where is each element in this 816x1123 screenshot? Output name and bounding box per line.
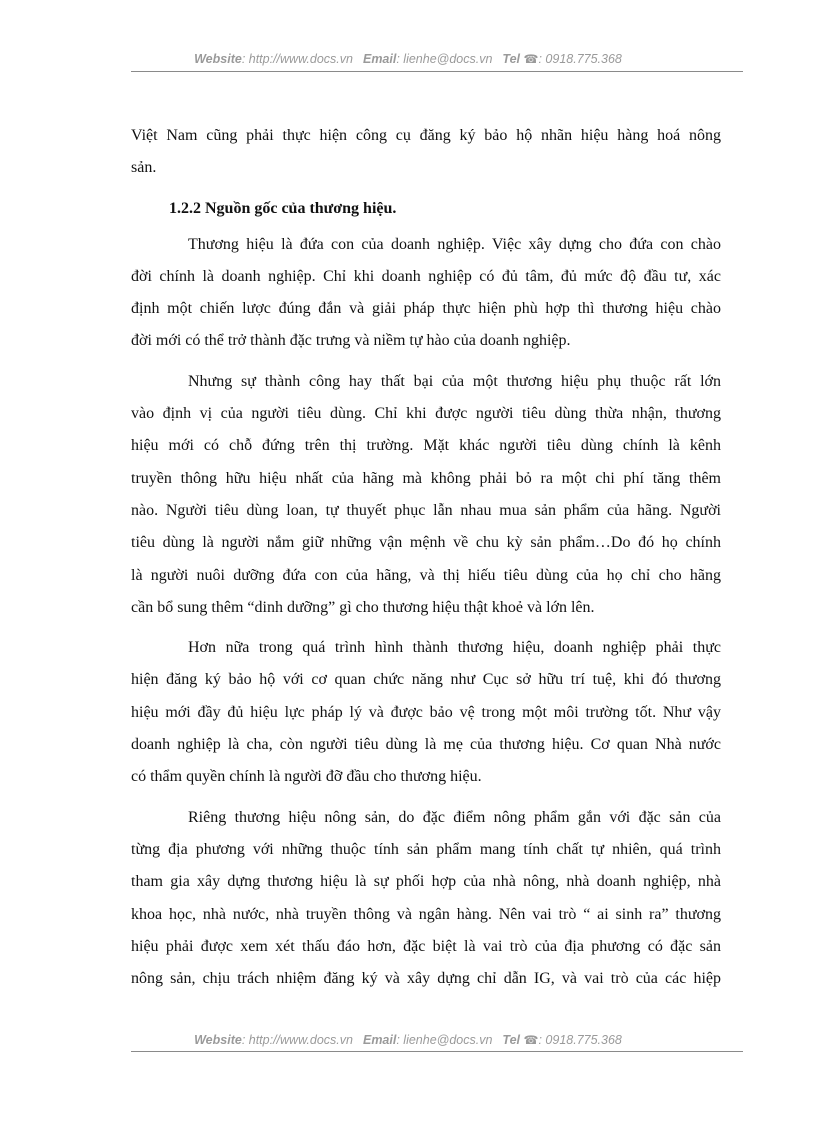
text-line: vào định vị của người tiêu dùng. Chỉ khi được người tiêu dùng thừa nhận, thương [131,405,721,423]
text-line: Riêng thương hiệu nông sản, do đặc điểm nông phẩm gắn với đặc sản của [188,808,721,826]
text-line: nào. Người tiêu dùng loan, tự thuyết phục lẫn nhau mua sản phẩm của hãng. Người [131,501,721,519]
text-line: tham gia xây dựng thương hiệu là sự phối hợp của nhà nông, nhà doanh nghiệp, nhà [131,873,721,891]
text-line: tiêu dùng là người nắm giữ những vận mệnh về chu kỳ sản phẩm…Do đó họ chính [131,534,721,552]
text-line: hiện đăng ký bảo hộ với cơ quan chức năng như Cục sở hữu trí tuệ, khi đó thương [131,671,721,689]
page-header [0,52,816,66]
paragraph [131,802,721,996]
header-email-label: Email [362,52,397,66]
header-tel-value: : 0918.775.368 [538,52,622,66]
text-line: đời mới có thể trở thành đặc trưng và niềm tự hào của doanh nghiệp. [131,332,571,350]
footer-email-value[interactable]: : lienhe@docs.vn [396,1033,493,1047]
continuation-paragraph [131,120,721,185]
footer-email-label: Email [362,1033,397,1047]
text-line: doanh nghiệp là cha, còn người tiêu dùng là mẹ của thương hiệu. Cơ quan Nhà nước [131,736,721,754]
text-line: hiệu phải được xem xét thấu đáo hơn, đặc biệt là vai trò của địa phương có đặc sản [131,937,721,955]
text-line: cần bổ sung thêm “dinh dưỡng” gì cho thương hiệu thật khoẻ và lớn lên. [131,598,595,616]
section-heading: 1.2.2 Nguồn gốc của thương hiệu. [169,199,397,217]
text-line: truyền thông hữu hiệu nhất của hãng mà không phải bỏ ra một chi phí tăng thêm [131,469,721,487]
header-divider [131,71,743,72]
paragraph [131,366,721,624]
text-line: Thương hiệu là đứa con của doanh nghiệp. Việc xây dựng cho đứa con chào [188,235,721,253]
text-line: đời chính là doanh nghiệp. Chỉ khi doanh nghiệp có đủ tâm, đủ mức độ đầu tư, xác [131,267,721,285]
text-line: hiệu mới đầy đủ hiệu lực pháp lý và được bảo vệ trong một môi trường tốt. Như vậy [131,703,721,721]
footer-divider [131,1051,743,1052]
text-line: có thẩm quyền chính là người đỡ đầu cho thương hiệu. [131,768,482,786]
paragraph [131,229,721,358]
phone-icon: ☎ [523,52,539,66]
text-line: là người nuôi dưỡng đứa con của hãng, và thị hiếu tiêu dùng của họ chỉ cho hãng [131,566,721,584]
header-tel-label: Tel [502,52,521,66]
text-line: từng địa phương với những thuộc tính sản phẩm mang tính chất tự nhiên, quá trình [131,840,721,858]
text-line: định một chiến lược đúng đắn và giải pháp thực hiện phù hợp thì thương hiệu chào [131,300,721,318]
text-line: hiệu mới có chỗ đứng trên thị trường. Mặt khác người tiêu dùng chính là kênh [131,437,721,455]
footer-tel-label: Tel [502,1033,521,1047]
footer-website-url[interactable]: : http://www.docs.vn [241,1033,353,1047]
header-email-value[interactable]: : lienhe@docs.vn [396,52,493,66]
phone-icon: ☎ [523,1033,539,1047]
text-line: sản. [131,159,157,177]
header-website-label: Website [194,52,242,66]
header-website-url[interactable]: : http://www.docs.vn [241,52,353,66]
footer-website-label: Website [194,1033,242,1047]
text-line: Nhưng sự thành công hay thất bại của một thương hiệu phụ thuộc rất lớn [188,372,721,390]
text-line: Hơn nữa trong quá trình hình thành thương hiệu, doanh nghiệp phải thực [188,639,721,657]
text-line: khoa học, nhà nước, nhà truyền thông và ngân hàng. Nên vai trò “ ai sinh ra” thương [131,905,721,923]
paragraph [131,632,721,793]
page-footer [0,1033,816,1047]
document-body [131,120,721,1003]
text-line: Việt Nam cũng phải thực hiện công cụ đăng ký bảo hộ nhãn hiệu hàng hoá nông [131,127,721,144]
text-line: nông sản, chịu trách nhiệm đăng ký và xây dựng chỉ dẫn IG, và vai trò của các hiệp [131,970,721,988]
footer-tel-value: : 0918.775.368 [538,1033,622,1047]
